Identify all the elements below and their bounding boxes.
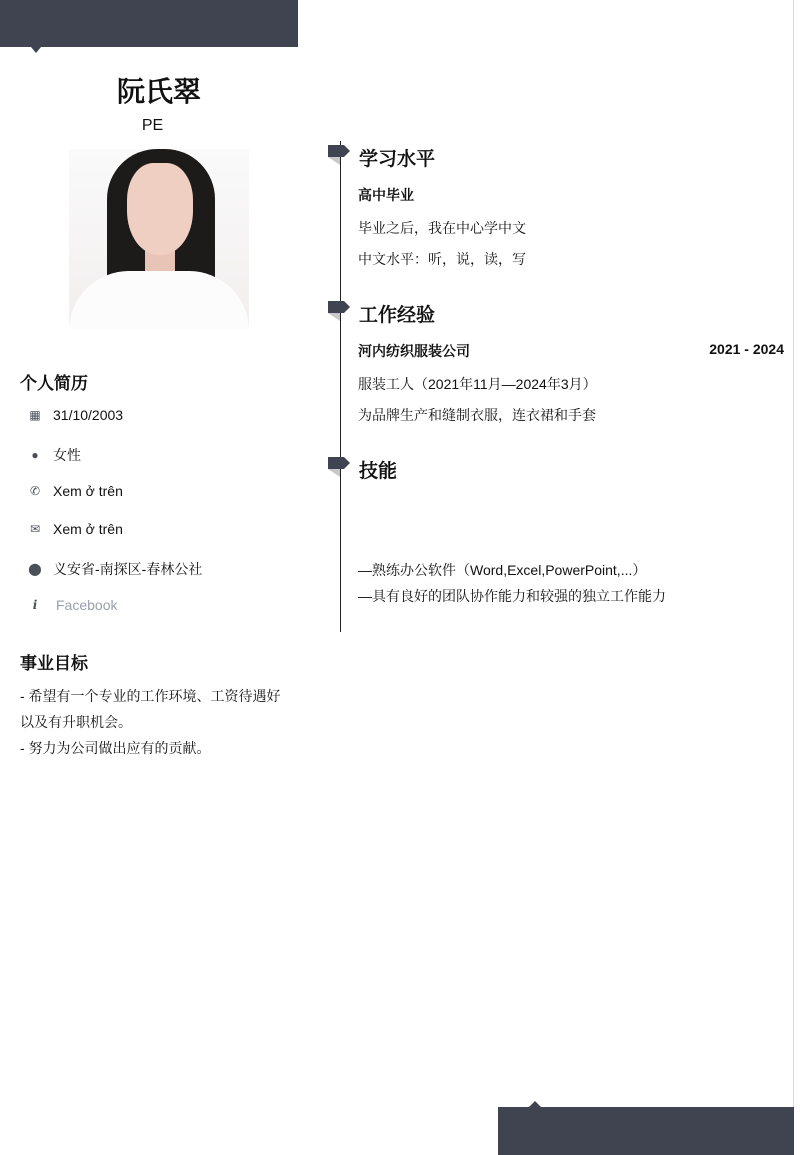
top-decor-notch xyxy=(31,47,41,53)
skill-line: —具有良好的团队协作能力和较强的独立工作能力 xyxy=(358,588,666,604)
phone-icon: ✆ xyxy=(29,484,41,498)
section-marker-icon xyxy=(328,301,352,321)
calendar-icon: ▦ xyxy=(29,408,41,422)
info-text: Xem ở trên xyxy=(53,521,123,537)
location-icon: ⬤ xyxy=(28,562,42,576)
top-decor-bar xyxy=(0,0,298,47)
info-address xyxy=(28,559,202,579)
info-text: 女性 xyxy=(53,447,81,463)
email-icon: ✉ xyxy=(29,522,41,536)
info-email xyxy=(28,521,123,537)
info-icon: i xyxy=(32,598,38,612)
page-edge xyxy=(793,0,794,1155)
candidate-name: 阮氏翠 xyxy=(116,76,201,107)
skill-line: —熟练办公软件（Word,Excel,PowerPoint,...） xyxy=(358,562,647,578)
experience-company: 河内纺织服装公司 xyxy=(358,343,470,359)
career-goal-title: 事业目标 xyxy=(20,654,88,673)
career-goal-text xyxy=(20,683,290,761)
bottom-decor-bar xyxy=(498,1107,794,1155)
info-gender xyxy=(28,445,81,465)
skills-title: 技能 xyxy=(359,461,398,482)
user-icon: ● xyxy=(31,448,39,462)
candidate-position: PE xyxy=(141,117,164,134)
timeline-line xyxy=(340,141,341,632)
section-marker-icon xyxy=(328,457,352,477)
education-degree: 高中毕业 xyxy=(358,187,414,203)
experience-years: 2021 - 2024 xyxy=(709,341,784,357)
info-text: 义安省-南探区-春林公社 xyxy=(53,561,203,577)
info-facebook[interactable] xyxy=(28,597,117,613)
goal-line: - 努力为公司做出应有的贡献。 xyxy=(20,740,211,756)
experience-line: 为品牌生产和缝制衣服，连衣裙和手套 xyxy=(358,407,596,423)
education-line: 毕业之后，我在中心学中文 xyxy=(358,220,526,236)
section-marker-icon xyxy=(328,145,352,165)
education-line: 中文水平：听，说，读，写 xyxy=(358,251,526,267)
experience-line: 服装工人（2021年11月—2024年3月） xyxy=(358,376,597,392)
bottom-decor-notch xyxy=(529,1101,541,1107)
profile-photo xyxy=(69,149,249,329)
info-birthdate xyxy=(28,407,123,423)
education-title: 学习水平 xyxy=(359,149,436,170)
info-text: Xem ở trên xyxy=(53,483,123,499)
info-phone xyxy=(28,483,123,499)
personal-info-title: 个人简历 xyxy=(20,374,88,393)
info-text: 31/10/2003 xyxy=(53,407,124,423)
facebook-link[interactable]: Facebook xyxy=(56,597,118,613)
goal-line: - 希望有一个专业的工作环境、工资待遇好以及有升职机会。 xyxy=(20,688,281,730)
experience-title: 工作经验 xyxy=(359,305,436,326)
